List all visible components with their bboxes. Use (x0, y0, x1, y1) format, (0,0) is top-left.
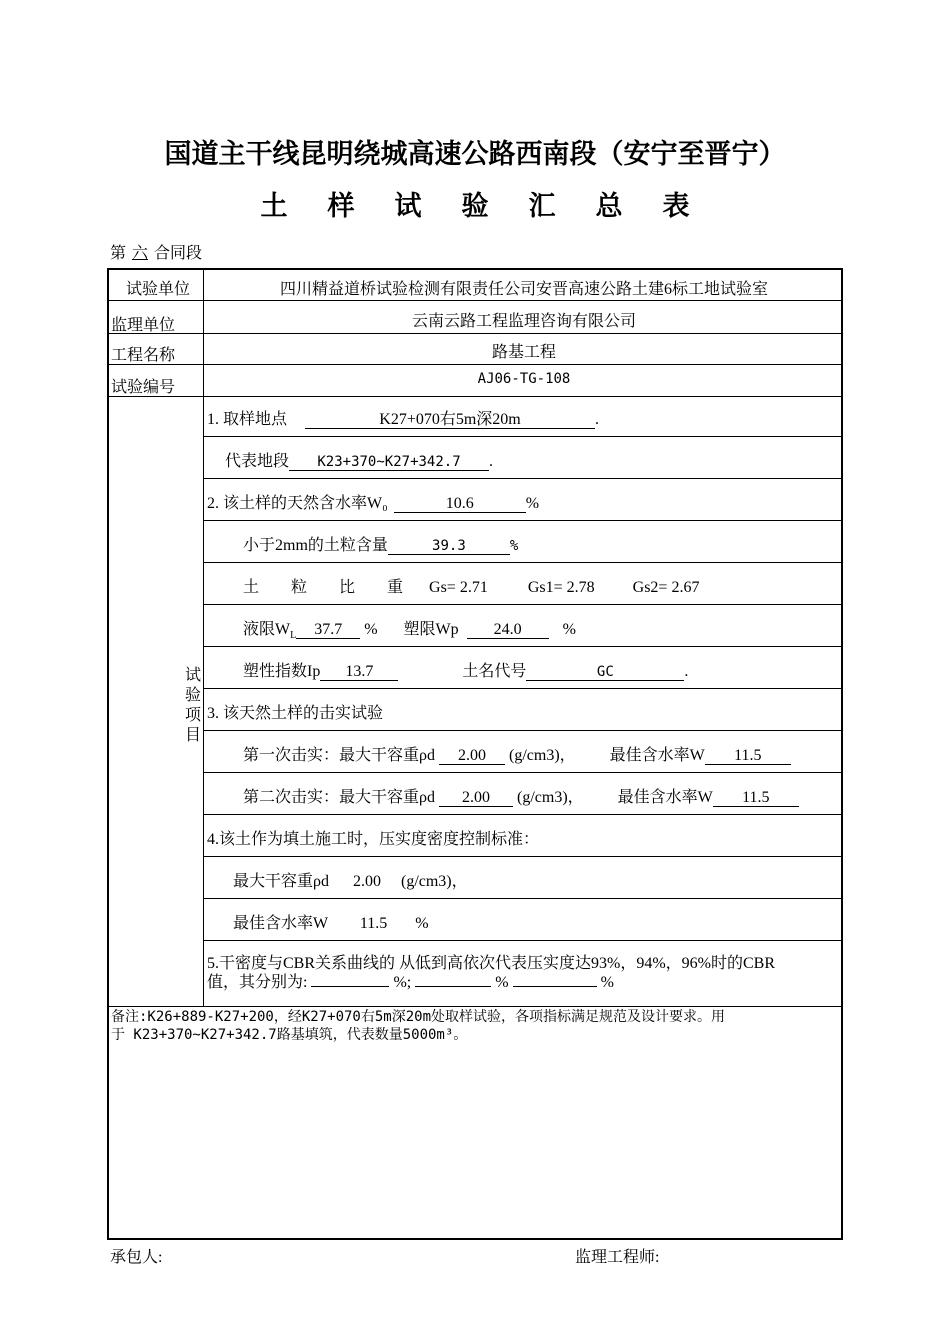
first-opt-moisture-value: 11.5 (705, 748, 791, 765)
sample-location-label: 1. 取样地点 (207, 411, 288, 428)
test-unit-label: 试验单位 (125, 281, 190, 298)
sample-location-row: 1. 取样地点 K27+070右5m深20m . (207, 411, 600, 428)
soil-code-value: GC (526, 664, 684, 681)
liquid-limit-value: 37.7 (296, 622, 360, 639)
fine-content-unit: % (509, 538, 519, 554)
moisture-row (207, 490, 539, 513)
second-opt-moisture-label: 最佳含水率W (617, 789, 713, 806)
cbr-sep-3: % (600, 974, 614, 991)
control-opt-moisture: 最佳含水率W 11.5 % (233, 915, 429, 932)
gs-value: Gs= 2.71 (429, 579, 488, 596)
supervision-label: 监理单位 (111, 317, 176, 334)
remarks (111, 1008, 811, 1044)
contract-prefix: 第 (110, 245, 127, 262)
plasticity-index-value: 13.7 (320, 664, 398, 681)
second-density-unit: (g/cm3)， (517, 789, 584, 806)
control-max-density: 最大干容重ρd 2.00 (g/cm3)， (233, 873, 468, 890)
second-compaction-label: 第二次击实：最大干容重ρd (243, 789, 435, 806)
gs2-value: Gs2= 2.67 (632, 579, 700, 596)
contract-number: 六 (132, 245, 149, 262)
supervision-value: 云南云路工程监理咨询有限公司 (411, 313, 636, 330)
remarks-line-1: 备注:K26+889-K27+200，经K27+070右5m深20m处取样试验，各项指标满足规范及设计要求。用 (111, 1009, 726, 1025)
specific-gravity-label: 土 粒 比 重 (243, 579, 404, 596)
cbr-line-2 (207, 973, 775, 992)
sample-location-value: K27+070右5m深20m (305, 412, 595, 429)
plasticity-index-row: 塑性指数Ip 13.7 土名代号 GC . (243, 663, 689, 680)
plastic-limit-label: 塑限Wp (403, 621, 459, 638)
moisture-value: 10.6 (394, 496, 526, 513)
liquid-limit-label: 液限W (243, 621, 291, 638)
liquid-plastic-limit-row (243, 616, 576, 641)
specific-gravity-row (243, 574, 699, 597)
fine-content-value: 39.3 (388, 538, 510, 555)
liquid-limit-sub: L (290, 630, 297, 642)
cbr-94-blank[interactable] (415, 986, 491, 987)
project-value: 路基工程 (491, 344, 556, 361)
moisture-label: 2. 该土样的天然含水率W₀ (207, 495, 388, 512)
contract-suffix: 合同段 (154, 245, 203, 262)
second-compaction-row (243, 784, 799, 807)
compaction-title: 3. 该天然土样的击实试验 (207, 705, 384, 722)
second-opt-moisture-value: 11.5 (713, 790, 799, 807)
cbr-93-blank[interactable] (311, 986, 389, 987)
section-label: 代表地段 (225, 453, 290, 470)
cbr-96-blank[interactable] (513, 986, 597, 987)
test-no-label: 试验编号 (111, 379, 176, 396)
plastic-limit-value: 24.0 (467, 622, 549, 639)
cbr-sep-1: %; (393, 974, 412, 991)
cbr-line-1: 5.干密度与CBR关系曲线的 从低到高依次代表压实度达93%，94%，96%时的CBR (207, 955, 776, 972)
cbr-sep-2: % (495, 974, 509, 991)
first-compaction-label: 第一次击实：最大干容重ρd (243, 747, 435, 764)
contractor-signature: 承包人: (110, 1249, 163, 1266)
fine-content-label: 小于2mm的土粒含量 (243, 537, 388, 554)
liquid-limit-unit: % (364, 621, 378, 638)
first-opt-moisture-label: 最佳含水率W (609, 747, 705, 764)
cbr-row (207, 954, 775, 992)
test-unit-value: 四川精益道桥试验检测有限责任公司安晋高速公路土建6标工地试验室 (279, 281, 768, 298)
control-standard-title: 4.该土作为填土施工时，压实度密度控制标准： (207, 831, 540, 848)
plastic-limit-unit: % (562, 621, 576, 638)
document-subtitle: 土样试验汇总表 (260, 191, 730, 222)
test-items-label: 试验项目 (184, 667, 201, 744)
section-value: K23+370~K27+342.7 (289, 454, 489, 471)
contract-section (110, 240, 202, 263)
section-row: 代表地段 K23+370~K27+342.7 . (225, 453, 494, 470)
document-title: 国道主干线昆明绕城高速公路西南段（安宁至晋宁） (164, 139, 786, 170)
gs1-value: Gs1= 2.78 (527, 579, 595, 596)
first-compaction-row (243, 742, 791, 765)
remarks-line-2: 于 K23+370~K27+342.7路基填筑，代表数量5000m³。 (111, 1027, 468, 1043)
engineer-signature: 监理工程师: (575, 1249, 660, 1266)
test-no-value: AJ06-TG-108 (477, 371, 571, 387)
moisture-unit: % (525, 495, 540, 512)
fine-content-row (243, 532, 518, 555)
plasticity-index-label: 塑性指数Ip (243, 663, 321, 680)
summary-table (107, 268, 843, 1240)
soil-code-label: 土名代号 (462, 663, 527, 680)
second-density-value: 2.00 (439, 790, 513, 807)
cbr-label: 值，其分别为: (207, 974, 308, 991)
first-density-unit: (g/cm3)， (509, 747, 576, 764)
first-density-value: 2.00 (439, 748, 505, 765)
project-label: 工程名称 (111, 347, 176, 364)
